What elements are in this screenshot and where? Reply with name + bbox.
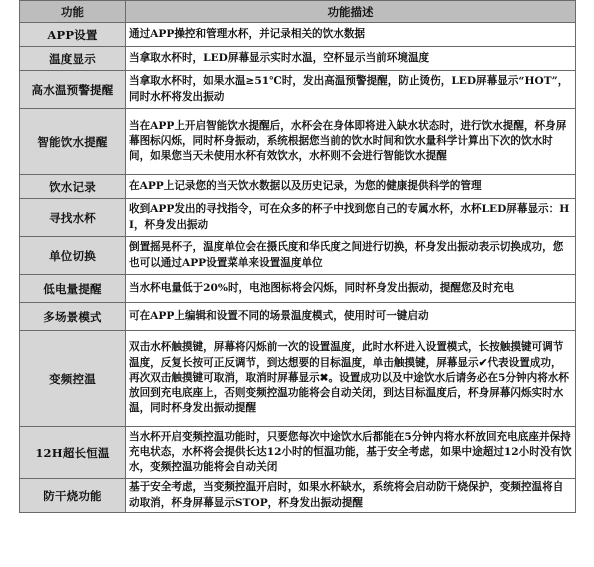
feature-description: 通过APP操控和管理水杯，并记录相关的饮水数据: [126, 23, 576, 47]
table-row: [20, 237, 576, 275]
feature-name: 饮水记录: [20, 175, 126, 199]
feature-description: 当在APP上开启智能饮水提醒后，水杯会在身体即将进入缺水状态时，进行饮水提醒，杯身屏幕图标闪烁，同时杯身振动，系统根据您当前的饮水时间和饮水量科学计算出下次的饮水时间，如果您当天未使用水杯有效饮水，水杯则不会进行智能饮水提醒: [126, 109, 576, 175]
feature-name: 单位切换: [20, 237, 126, 275]
feature-name: 变频控温: [20, 331, 126, 427]
feature-description: 收到APP发出的寻找指令，可在众多的杯子中找到您自己的专属水杯，水杯LED屏幕显示：HI，杯身发出振动: [126, 199, 576, 237]
feature-description: 当水杯开启变频控温功能时，只要您每次中途饮水后都能在5分钟内将水杯放回充电底座并保持充电状态，水杯将会提供长达12小时的恒温功能，基于安全考虑，如果中途超过12小时没有饮水，变频控温功能将会自动关闭: [126, 427, 576, 479]
table-row: [20, 109, 576, 175]
table-row: [20, 479, 576, 513]
feature-name: 寻找水杯: [20, 199, 126, 237]
feature-description: 当拿取水杯时，LED屏幕显示实时水温，空杯显示当前环境温度: [126, 47, 576, 71]
table-row: [20, 71, 576, 109]
table-row: [20, 303, 576, 331]
header-feature: 功能: [20, 1, 126, 23]
feature-description: 基于安全考虑，当变频控温开启时，如果水杯缺水，系统将会启动防干烧保护，变频控温将自动取消，杯身屏幕显示STOP，杯身发出振动提醒: [126, 479, 576, 513]
header-description: 功能描述: [126, 1, 576, 23]
feature-description: 在APP上记录您的当天饮水数据以及历史记录，为您的健康提供科学的管理: [126, 175, 576, 199]
table-row: [20, 23, 576, 47]
header-row: [20, 1, 576, 23]
feature-name: 高水温预警提醒: [20, 71, 126, 109]
table-row: [20, 175, 576, 199]
feature-description: 可在APP上编辑和设置不同的场景温度模式，使用时可一键启动: [126, 303, 576, 331]
feature-name: 低电量提醒: [20, 275, 126, 303]
feature-name: 防干烧功能: [20, 479, 126, 513]
feature-description: 双击水杯触摸键，屏幕将闪烁前一次的设置温度，此时水杯进入设置模式，长按触摸键可调节温度，反复长按可正反调节，到达想要的目标温度，单击触摸键，屏幕显示✔代表设置成功，再次双击触摸键可取消，取消时屏幕显示✖。设置成功以及中途饮水后请务必在5分钟内将水杯放回到充电底座上，否则变频控温功能将会自动关闭，到达目标温度后，杯身屏幕闪烁实时水温，同时杯身发出振动提醒: [126, 331, 576, 427]
table-row: [20, 275, 576, 303]
feature-name: 智能饮水提醒: [20, 109, 126, 175]
feature-description: 当水杯电量低于20%时，电池图标将会闪烁，同时杯身发出振动，提醒您及时充电: [126, 275, 576, 303]
table-row: [20, 47, 576, 71]
table-row: [20, 331, 576, 427]
feature-name: APP设置: [20, 23, 126, 47]
feature-sheet: [19, 0, 575, 513]
feature-table: [19, 0, 576, 513]
feature-name: 12H超长恒温: [20, 427, 126, 479]
feature-name: 多场景模式: [20, 303, 126, 331]
feature-description: 倒置摇晃杯子，温度单位会在摄氏度和华氏度之间进行切换，杯身发出振动表示切换成功，您也可以通过APP设置菜单来设置温度单位: [126, 237, 576, 275]
table-row: [20, 199, 576, 237]
feature-name: 温度显示: [20, 47, 126, 71]
table-row: [20, 427, 576, 479]
feature-description: 当拿取水杯时，如果水温≥51℃时，发出高温预警提醒，防止烫伤，LED屏幕显示“HOT”，同时水杯将发出振动: [126, 71, 576, 109]
